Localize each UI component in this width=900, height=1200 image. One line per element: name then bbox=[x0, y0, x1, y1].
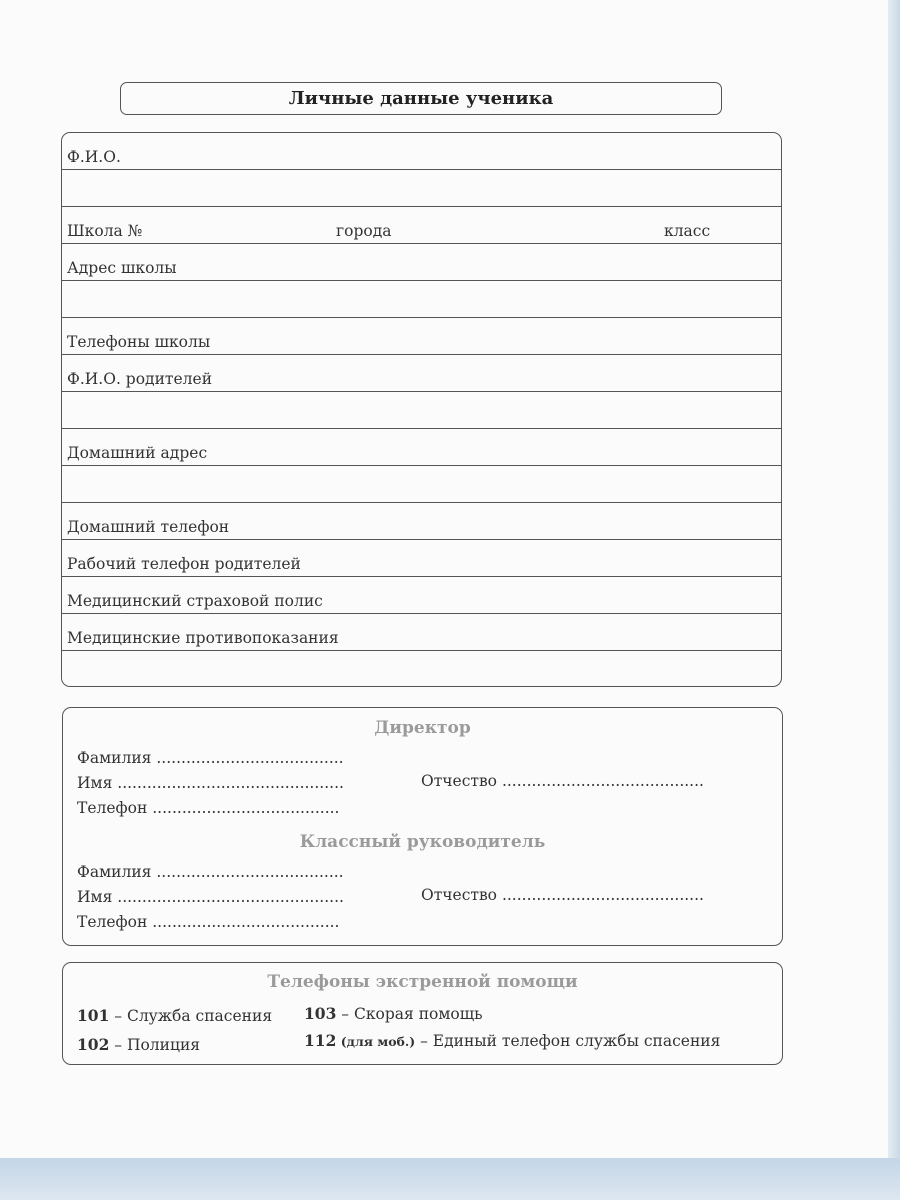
class-teacher-name[interactable]: Имя .............................................. bbox=[77, 888, 344, 906]
class-teacher-surname[interactable]: Фамилия ...................................... bbox=[77, 863, 344, 881]
emergency-101: 101 – Служба спасения bbox=[77, 1006, 273, 1025]
emergency-phones-box bbox=[62, 962, 783, 1065]
row-blank-2[interactable] bbox=[62, 281, 781, 318]
row-blank-1[interactable] bbox=[62, 170, 781, 207]
row-blank-3[interactable] bbox=[62, 392, 781, 429]
class-teacher-phone[interactable]: Телефон ...................................... bbox=[77, 913, 340, 931]
class-teacher-patronymic[interactable]: Отчество ......................................... bbox=[421, 886, 704, 904]
director-phone[interactable]: Телефон ...................................... bbox=[77, 799, 340, 817]
row-blank-5[interactable] bbox=[62, 651, 781, 687]
director-name[interactable]: Имя .............................................. bbox=[77, 774, 344, 792]
emergency-103: 103 – Скорая помощь bbox=[304, 1004, 483, 1023]
label-home-address: Домашний адрес bbox=[67, 444, 208, 462]
emergency-112: 112 (для моб.) – Единый телефон службы спасения bbox=[304, 1031, 721, 1050]
label-school-address: Адрес школы bbox=[67, 259, 177, 277]
row-home-address[interactable] bbox=[62, 429, 781, 466]
emergency-title: Телефоны экстренной помощи bbox=[267, 972, 578, 992]
page-edge-right bbox=[888, 0, 900, 1200]
label-city: города bbox=[336, 222, 392, 240]
label-parents-fio: Ф.И.О. родителей bbox=[67, 370, 213, 388]
row-insurance[interactable] bbox=[62, 577, 781, 614]
director-title: Директор bbox=[374, 718, 471, 738]
page-title: Личные данные ученика bbox=[120, 82, 722, 115]
staff-contacts-box bbox=[62, 707, 783, 946]
row-home-phone[interactable] bbox=[62, 503, 781, 540]
personal-data-form bbox=[61, 132, 782, 687]
label-grade: класс bbox=[664, 222, 711, 240]
row-fio[interactable] bbox=[62, 133, 781, 170]
row-contraindications[interactable] bbox=[62, 614, 781, 651]
class-teacher-title: Классный руководитель bbox=[299, 832, 546, 852]
label-school-no: Школа № bbox=[67, 222, 143, 240]
label-home-phone: Домашний телефон bbox=[67, 518, 230, 536]
label-school-phones: Телефоны школы bbox=[67, 333, 211, 351]
label-insurance: Медицинский страховой полис bbox=[67, 592, 323, 610]
director-surname[interactable]: Фамилия ...................................... bbox=[77, 749, 344, 767]
row-parents-fio[interactable] bbox=[62, 355, 781, 392]
label-contraindications: Медицинские противопоказания bbox=[67, 629, 339, 647]
row-school-address[interactable] bbox=[62, 244, 781, 281]
director-patronymic[interactable]: Отчество ......................................... bbox=[421, 772, 704, 790]
label-fio: Ф.И.О. bbox=[67, 148, 121, 166]
row-parents-work-phone[interactable] bbox=[62, 540, 781, 577]
label-parents-work-phone: Рабочий телефон родителей bbox=[67, 555, 301, 573]
emergency-102: 102 – Полиция bbox=[77, 1035, 201, 1054]
row-blank-4[interactable] bbox=[62, 466, 781, 503]
row-school[interactable] bbox=[62, 207, 781, 244]
row-school-phones[interactable] bbox=[62, 318, 781, 355]
page-edge-bottom bbox=[0, 1158, 900, 1200]
